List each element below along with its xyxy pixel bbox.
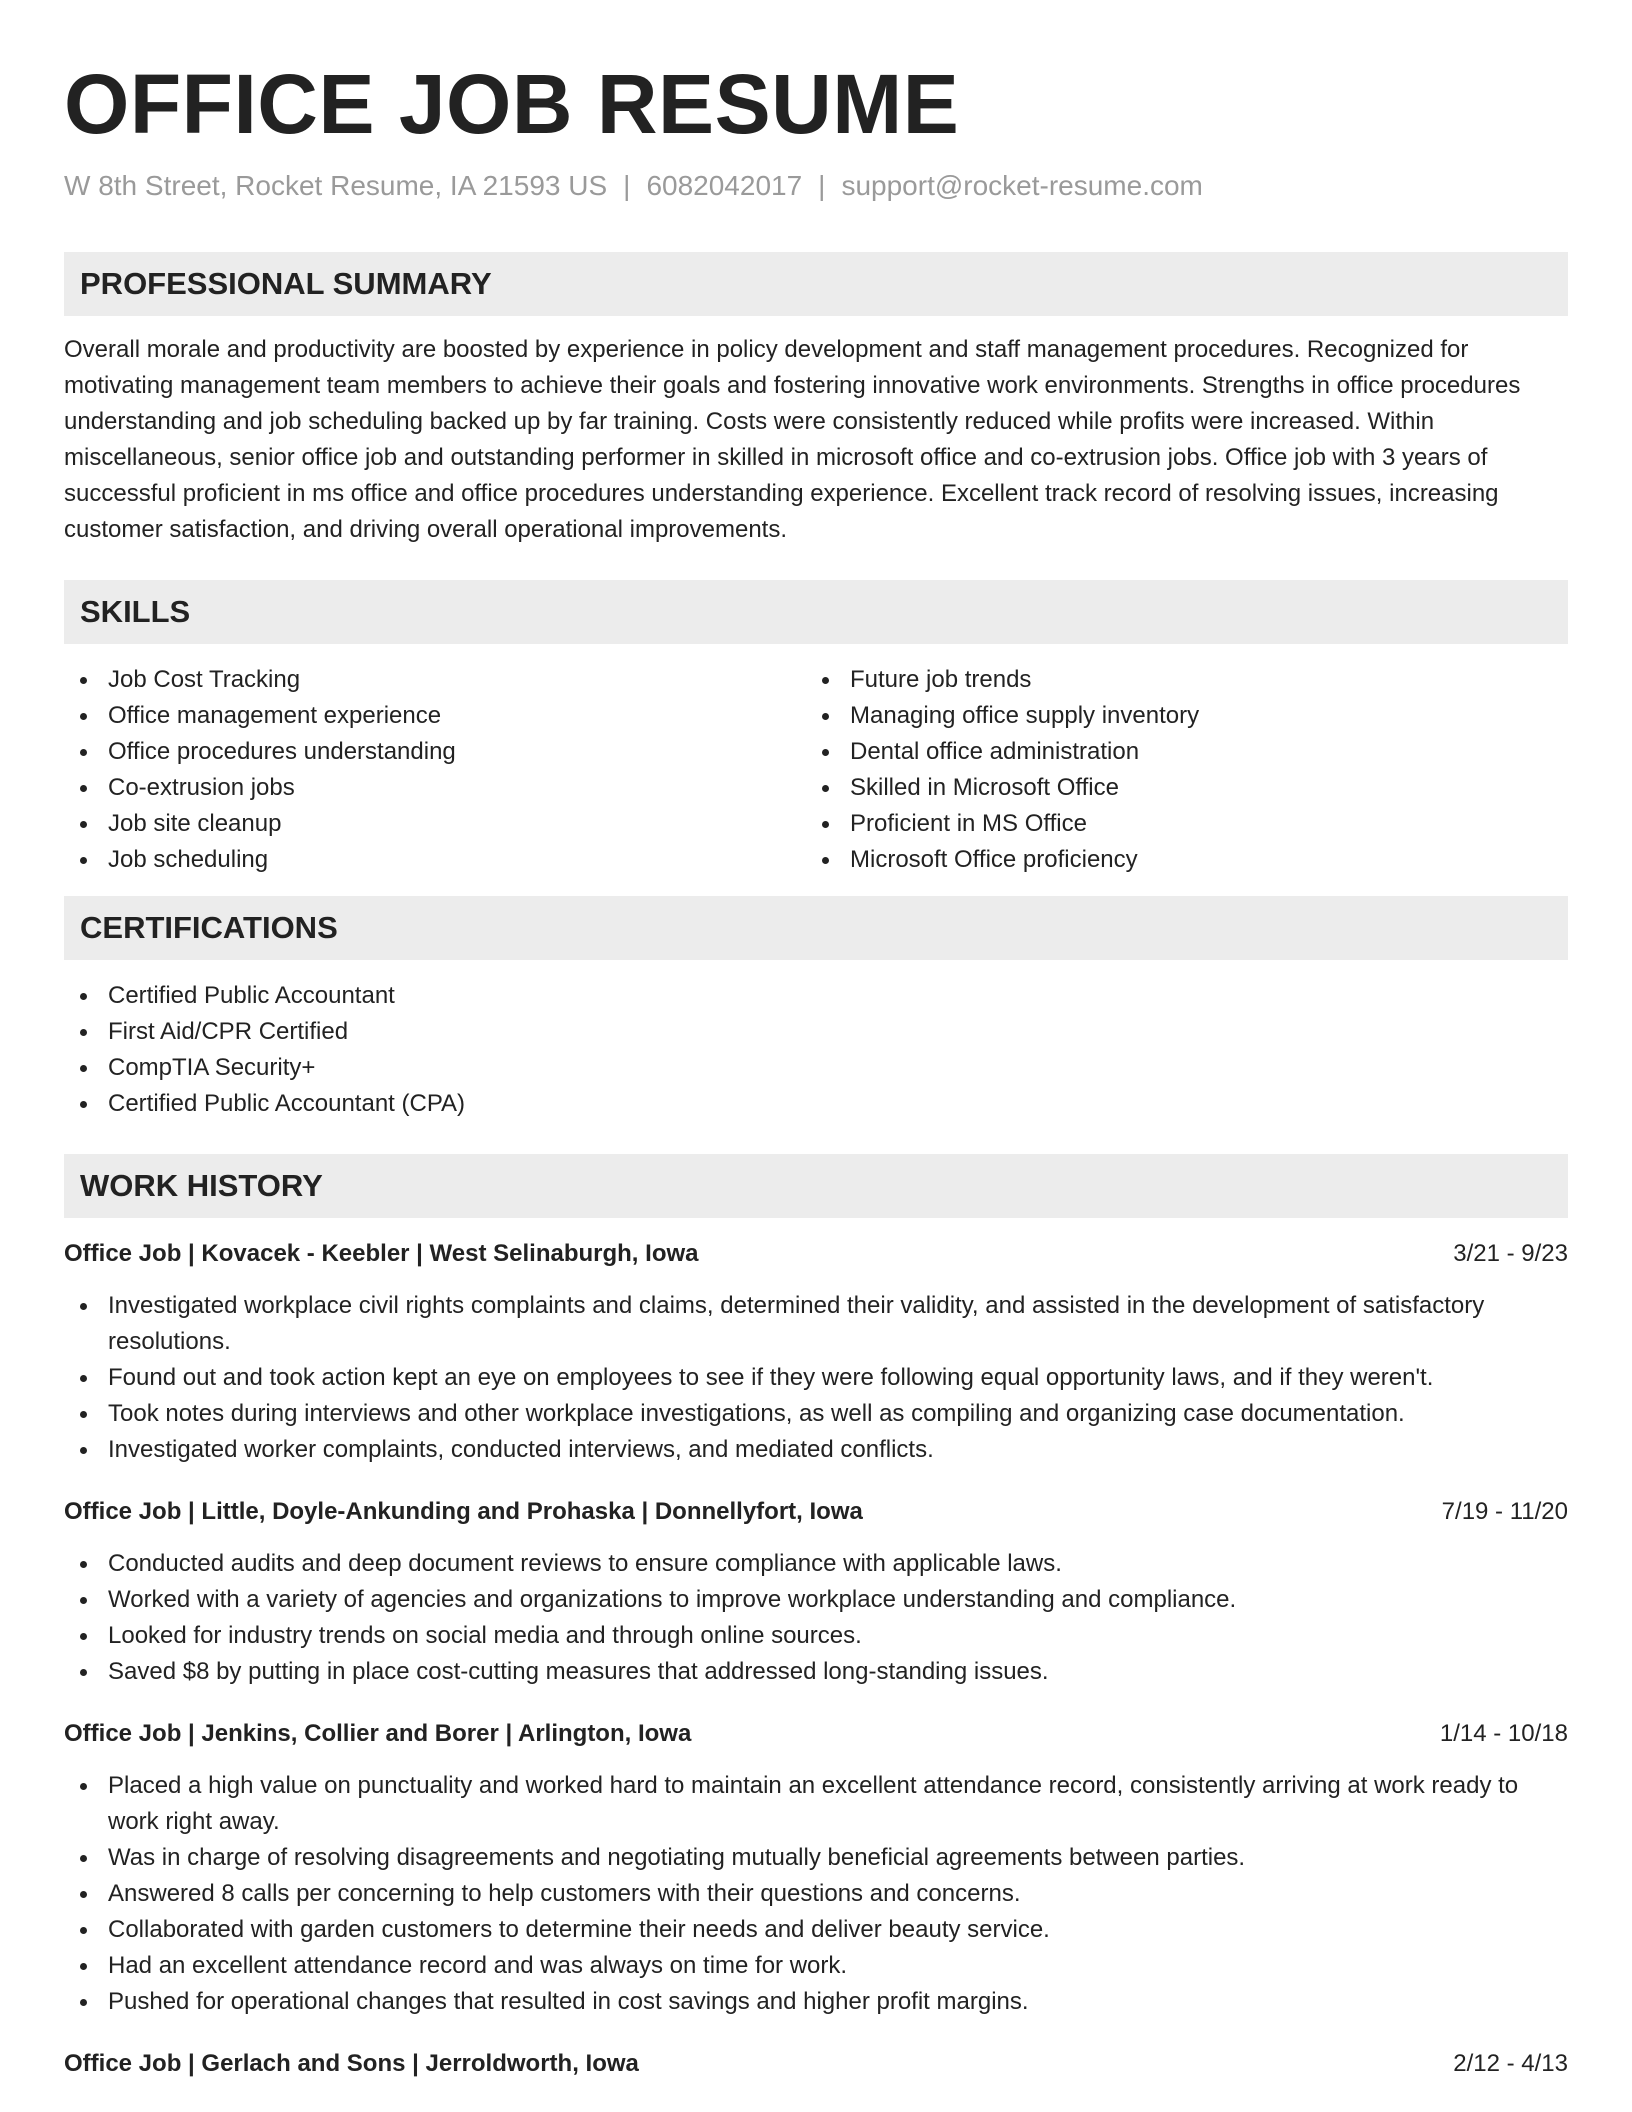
job-header [64,1716,1568,1752]
skill-item: Office procedures understanding [64,734,806,770]
contact-separator: | [623,170,631,201]
certification-item: First Aid/CPR Certified [64,1014,1568,1050]
job-bullet: Investigated workplace civil rights complaints and claims, determined their validity, and assisted in the development of satisfactory resolutions. [64,1288,1568,1360]
job-dates: 3/21 - 9/23 [1453,1240,1568,1267]
job-bullet: Took notes during interviews and other workplace investigations, as well as compiling and organizing case documentation. [64,1396,1568,1432]
job-bullets [64,1768,1568,2020]
contact-email: support@rocket-resume.com [841,170,1203,201]
job-bullets [64,1288,1568,1468]
certifications-list [64,978,1568,1122]
job-bullet: Pushed for operational changes that resulted in cost savings and higher profit margins. [64,1984,1568,2020]
skill-item: Proficient in MS Office [806,806,1548,842]
section-heading-summary: PROFESSIONAL SUMMARY [64,252,1568,316]
summary-text: Overall morale and productivity are boosted by experience in policy development and staff management procedures. Recognized for motivating management team members to achieve their goals and fostering innovative work environments. Strengths in office procedures understanding and job scheduling backed up by far training. Costs were consistently reduced while profits were increased. Within miscellaneous, senior office job and outstanding performer in skilled in microsoft office and co-extrusion jobs. Office job with 3 years of successful proficient in ms office and office procedures understanding experience. Excellent track record of resolving issues, increasing customer satisfaction, and driving overall operational improvements. [64,336,1521,543]
job-title: Office Job | Jenkins, Collier and Borer | Arlington, Iowa [64,1720,692,1747]
section-heading-skills: SKILLS [64,580,1568,644]
resume-title: OFFICE JOB RESUME [64,57,960,151]
job-bullet: Saved $8 by putting in place cost-cutting measures that addressed long-standing issues. [64,1654,1568,1690]
skill-item: Future job trends [806,662,1548,698]
job-bullet: Had an excellent attendance record and was always on time for work. [64,1948,1568,1984]
section-heading-work-history: WORK HISTORY [64,1154,1568,1218]
section-heading-certifications: CERTIFICATIONS [64,896,1568,960]
skill-item: Microsoft Office proficiency [806,842,1548,878]
skills-list-right [806,662,1548,878]
job-entry [64,1494,1568,1690]
contact-address: W 8th Street, Rocket Resume, IA 21593 US [64,170,608,201]
job-bullet: Collaborated with garden customers to determine their needs and deliver beauty service. [64,1912,1568,1948]
skills-grid [64,662,1568,878]
skill-item: Managing office supply inventory [806,698,1548,734]
job-bullet: Found out and took action kept an eye on employees to see if they were following equal opportunity laws, and if they weren't. [64,1360,1568,1396]
job-dates: 7/19 - 11/20 [1441,1498,1568,1525]
job-bullet: Answered 8 calls per concerning to help customers with their questions and concerns. [64,1876,1568,1912]
skill-item: Job site cleanup [64,806,806,842]
job-bullet: Worked with a variety of agencies and organizations to improve workplace understanding and compliance. [64,1582,1568,1618]
skill-item: Job scheduling [64,842,806,878]
job-entry [64,2046,1568,2082]
skill-item: Co-extrusion jobs [64,770,806,806]
contact-phone: 6082042017 [646,170,803,201]
skill-item: Dental office administration [806,734,1548,770]
job-header [64,2046,1568,2082]
job-header [64,1494,1568,1530]
job-bullet: Conducted audits and deep document reviews to ensure compliance with applicable laws. [64,1546,1568,1582]
job-entry [64,1716,1568,2020]
job-bullet: Looked for industry trends on social media and through online sources. [64,1618,1568,1654]
job-bullets [64,1546,1568,1690]
skill-item: Office management experience [64,698,806,734]
skills-list-left [64,662,806,878]
skill-item: Skilled in Microsoft Office [806,770,1548,806]
job-dates: 1/14 - 10/18 [1439,1720,1568,1747]
contact-line [64,168,1568,204]
job-entry [64,1236,1568,1468]
certification-item: Certified Public Accountant [64,978,1568,1014]
job-bullet: Placed a high value on punctuality and worked hard to maintain an excellent attendance record, consistently arriving at work ready to work right away. [64,1768,1568,1840]
certification-item: Certified Public Accountant (CPA) [64,1086,1568,1122]
job-header [64,1236,1568,1272]
skill-item: Job Cost Tracking [64,662,806,698]
job-bullet: Investigated worker complaints, conducted interviews, and mediated conflicts. [64,1432,1568,1468]
job-bullet: Was in charge of resolving disagreements and negotiating mutually beneficial agreements between parties. [64,1840,1568,1876]
certification-item: CompTIA Security+ [64,1050,1568,1086]
job-title: Office Job | Gerlach and Sons | Jerroldworth, Iowa [64,2050,639,2077]
job-title: Office Job | Kovacek - Keebler | West Selinaburgh, Iowa [64,1240,699,1267]
contact-separator: | [818,170,826,201]
job-dates: 2/12 - 4/13 [1453,2050,1568,2077]
resume-page [64,0,1568,2082]
job-title: Office Job | Little, Doyle-Ankunding and Prohaska | Donnellyfort, Iowa [64,1498,863,1525]
